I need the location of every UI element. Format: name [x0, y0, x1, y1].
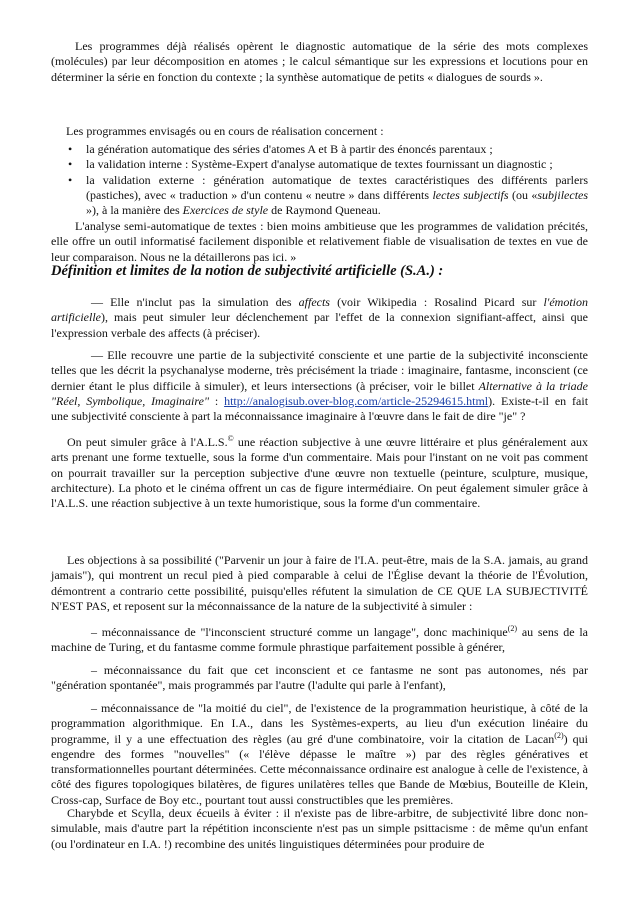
section-heading: Définition et limites de la notion de subjectivité artificielle (S.A.) : [51, 263, 444, 279]
paragraph-text: On peut simuler grâce à l'A.L.S. [67, 435, 228, 449]
list-item-text: »), à la manière des [86, 203, 180, 218]
programmes-list [66, 142, 588, 218]
list-item-text: la validation interne : Système-Expert d'analyse automatique de textes fournissant un diagnostic ; [86, 157, 553, 172]
list-item-text: (ou « [511, 187, 538, 202]
misconception-2: – méconnaissance du fait que cet inconscient et ce fantasme ne sont pas autonomes, nés par "génération spontanée", mais programmés par l'autre (l'adulte qui parle à l'enfant), [51, 663, 588, 693]
misconception-1 [51, 625, 588, 656]
emphasis: Exercices de style [182, 203, 269, 218]
blog-article-link[interactable]: http://analogisub.over-blog.com/article-25294615.html [224, 393, 489, 408]
paragraph-text: (voir Wikipedia : Rosalind Picard sur [337, 295, 537, 309]
definition-paragraph-2 [51, 348, 588, 424]
paragraph-text: — Elle recouvre une partie de la subjectivité consciente et une partie de la subjectivité inconsciente telles que les décrit la psychanalyse moderne, très précisément la triade : imaginaire, fantasme, inconscient (ce dernier étant le plus difficile à simuler), et leurs intersections (à préciser, voir le billet [51, 348, 588, 393]
list-item-text: de Raymond Queneau. [271, 203, 381, 218]
paragraph-text: au sens de la machine de Turing, et du fantasme comme formule phrastique parfaitement possible à générer, [51, 625, 589, 655]
list-item-text: la validation externe : génération automatique de textes caractéristiques des différents parlers (pastiches), avec « traduction » d'un contenu « neutre » dans différents [86, 172, 588, 202]
charybde-paragraph: Charybde et Scylla, deux écueils à éviter : il n'existe pas de libre-arbitre, de subjectivité libre donc non-simulable, mais d'autre part la répétition inconsciente n'est pas un simple psittacisme : de même qu'un enfant (ou l'ordinateur en I.A. !) recombine des unités linguistiques déterminées pour produire de [51, 806, 588, 851]
paragraph-text: — Elle n'inclut pas la simulation des [91, 295, 292, 309]
list-item [66, 173, 588, 219]
intro-paragraph-1: Les programmes déjà réalisés opèrent le diagnostic automatique de la série des mots complexes (molécules) par leur décomposition en atomes ; le calcul sémantique sur les expressions et locutions pour en déterminer la série en fonction du contexte ; la synthèse automatique de petits « dialogues de sourds ». [51, 39, 588, 84]
list-item [66, 142, 588, 157]
objections-paragraph: Les objections à sa possibilité ("Parvenir un jour à faire de l'I.A. peut-être, mais de la S.A. jamais, au grand jamais"), qui montrent un recul pied à pied comparable à celui de l'Église devant la théorie de l'Évolution, démontrent a contrario cette possibilité, puisqu'elles réfutent la simulation de CE QUE LA SUBJECTIVITÉ N'EST PAS, et reposent sur la méconnaissance de la nature de la subjectivité à simuler : [51, 553, 588, 613]
list-item [66, 157, 588, 172]
paragraph-text: ), mais peut simuler leur déclenchement par l'effet de la connexion signifiant-affect, ainsi que l'expression verbale des affects (à préciser). [51, 310, 588, 340]
intro-paragraph-3: L'analyse semi-automatique de textes : bien moins ambitieuse que les programmes de validation précités, elle offre un outil informatisé facilement disponible et relativement fiable de visualisation de textes en vue de leur comparaison. Nous ne la détaillerons pas ici. » [51, 219, 588, 264]
definition-paragraph-1 [51, 295, 588, 341]
emphasis: Alternative à la triade "Réel, Symbolique, Imaginaire" [51, 378, 588, 408]
emphasis: affects [298, 295, 330, 309]
footnote-mark: (2) [507, 624, 518, 633]
simulation-paragraph [51, 435, 588, 511]
footnote-mark: (2) [554, 730, 564, 740]
emphasis: l'émotion artificielle [51, 295, 589, 325]
misconception-3 [51, 701, 588, 808]
paragraph-text: – méconnaissance de "l'inconscient structuré comme un langage", donc machinique [91, 625, 508, 639]
emphasis: lectes subjectifs [432, 187, 509, 202]
list-item-text: la génération automatique des séries d'atomes A et B à partir des énoncés parentaux ; [86, 142, 493, 156]
copyright-mark: © [227, 434, 234, 443]
paragraph-text: ). Existe-t-il en fait une subjectivité consciente à part la méconnaissance imaginaire à l'œuvre dans le fait de dire "je" ? [51, 393, 589, 424]
paragraph-text: – méconnaissance de "la moitié du ciel", de l'existence de la programmation heuristique, à côté de la programmation algorithmique. En I.A., dans les Systèmes-experts, au lieu d'un exécution linéaire du programme, il y a une effectuation des règles (au gré d'une combinatoire, voir la citation de Lacan [51, 701, 588, 746]
emphasis: subjilectes [537, 187, 589, 202]
paragraph-text: une réaction subjective à une œuvre littéraire et plus généralement aux arts prenant une forme textuelle, sous la forme d'un commentaire. Mais pour l'instant on ne voit pas comment on pourrait travailler sur la perception subjective d'une œuvre non textuelle (peinture, sculpture, musique, architecture). La photo et le cinéma offrent un cas de figure intermédiaire. On peut également simuler grâce à l'A.L.S. une réaction subjective à un texte humoristique, sous la forme d'un commentaire. [51, 435, 588, 511]
intro-paragraph-2: Les programmes envisagés ou en cours de réalisation concernent : [66, 124, 384, 138]
paragraph-text: ) qui engendre des formes "nouvelles" (« l'élève dépasse le maître ») par des règles génératives et transformationnelles pourtant déterminées. Cette méconnaissance ordinaire est analogue à celle de l'existence, à côté des figures topologiques bilatères, de figures unilatères telles que Bande de Mœbius, Bouteille de Klein, Cross-cap, Surface de Boy etc., pourtant tout aussi constructibles que les premières. [51, 731, 588, 807]
paragraph-text: : [214, 393, 219, 408]
